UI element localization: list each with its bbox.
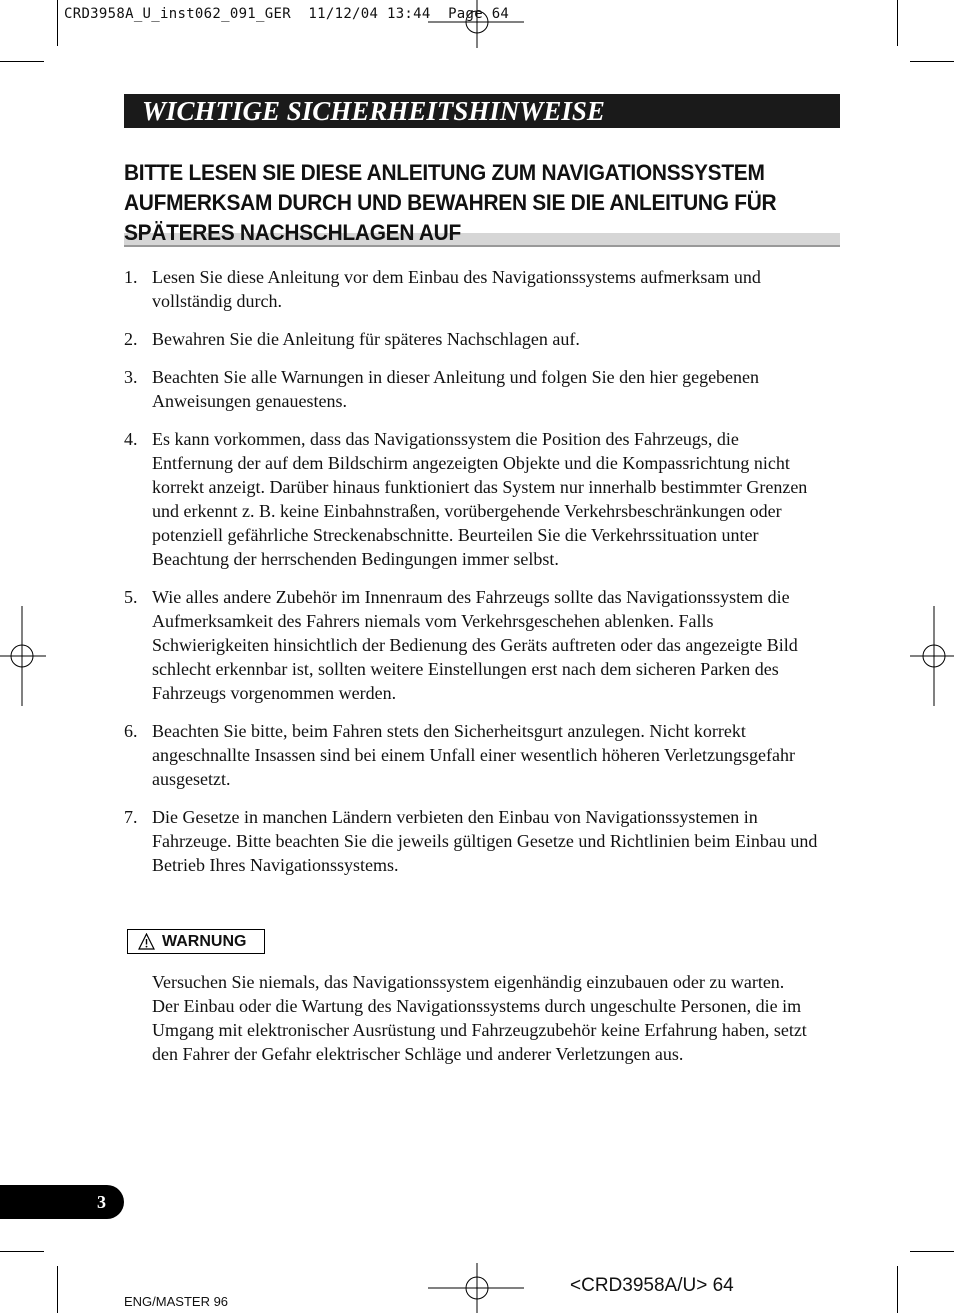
step-number: 3. bbox=[124, 367, 138, 387]
footer-left: ENG/MASTER 96 bbox=[124, 1294, 229, 1309]
list-item bbox=[124, 719, 824, 791]
step-number: 6. bbox=[124, 721, 138, 741]
section-title-bar bbox=[124, 94, 840, 128]
step-number: 4. bbox=[124, 429, 138, 449]
warning-label bbox=[127, 929, 265, 954]
step-text: Die Gesetze in manchen Ländern verbieten den Einbau von Navigationssystemen in Fahrzeuge. Bitte beachten Sie die jeweils gültigen Gesetze und Richtlinien beim Einbau und Betrieb Ihres Navigationssystems. bbox=[152, 807, 818, 875]
step-number: 5. bbox=[124, 587, 138, 607]
warning-label-text: WARNUNG bbox=[162, 933, 247, 950]
page-number: 3 bbox=[97, 1192, 106, 1212]
list-item bbox=[124, 427, 824, 571]
list-item bbox=[124, 805, 824, 877]
warning-paragraph: Der Einbau oder die Wartung des Navigationssystems durch ungeschulte Personen, die im Umgang mit elektronischer Ausrüstung und Fahrzeugzubehör keine Erfahrung haben, setzt den Fahrer der Gefahr elektrischer Schläge und anderer Verletzungen aus. bbox=[152, 996, 807, 1064]
list-item bbox=[124, 365, 824, 413]
section-title: WICHTIGE SICHERHEITSHINWEISE bbox=[142, 96, 605, 126]
list-item bbox=[124, 265, 824, 313]
list-item bbox=[124, 585, 824, 705]
step-text: Lesen Sie diese Anleitung vor dem Einbau des Navigationssystems aufmerksam und vollständig durch. bbox=[152, 267, 761, 311]
safety-steps-list bbox=[124, 265, 824, 891]
step-text: Beachten Sie alle Warnungen in dieser Anleitung und folgen Sie den hier gegebenen Anweisungen genauestens. bbox=[152, 367, 760, 411]
subtitle-text: BITTE LESEN SIE DIESE ANLEITUNG ZUM NAVIGATIONSSYSTEM AUFMERKSAM DURCH UND BEWAHREN SIE DIE ANLEITUNG FÜR SPÄTERES NACHSCHLAGEN AUF bbox=[124, 160, 777, 245]
step-text: Bewahren Sie die Anleitung für späteres Nachschlagen auf. bbox=[152, 329, 580, 349]
registration-mark-left bbox=[0, 606, 50, 706]
step-number: 2. bbox=[124, 329, 138, 349]
registration-mark-bottom bbox=[428, 1263, 528, 1313]
warning-triangle-icon bbox=[138, 933, 155, 950]
warning-body bbox=[152, 970, 828, 1066]
file-header: CRD3958A_U_inst062_091_GER 11/12/04 13:44 Page 64 bbox=[64, 6, 510, 22]
footer-right: <CRD3958A/U> 64 bbox=[570, 1275, 734, 1296]
subtitle bbox=[124, 158, 804, 248]
step-number: 7. bbox=[124, 807, 138, 827]
step-text: Es kann vorkommen, dass das Navigationssystem die Position des Fahrzeugs, die Entfernung der auf dem Bildschirm angezeigten Objekte und die Kompassrichtung nicht korrekt anzeigt. Darüber hinaus funktioniert das System nur innerhalb bestimmter Grenzen und erkennt z. B. keine Einbahnstraßen, vorübergehende Verkehrsbeschränkungen oder potenziell gefährliche Streckenabschnitte. Beurteilen Sie die Verkehrssituation unter Beachtung der herrschenden Bedingungen immer selbst. bbox=[152, 429, 808, 569]
step-text: Wie alles andere Zubehör im Innenraum des Fahrzeugs sollte das Navigationssystem die Aufmerksamkeit des Fahrers niemals vom Verkehrsgeschehen ablenken. Falls Schwierigkeiten hinsichtlich der Bedienung des Geräts auftreten oder das angezeigte Bild schlecht erkennbar ist, sollten weitere Einstellungen erst nach dem sicheren Parken des Fahrzeugs vorgenommen werden. bbox=[152, 587, 798, 703]
list-item bbox=[124, 327, 824, 351]
registration-mark-right bbox=[906, 606, 954, 706]
warning-paragraph: Versuchen Sie niemals, das Navigationssystem eigenhändig einzubauen oder zu warten. bbox=[152, 972, 785, 992]
step-number: 1. bbox=[124, 267, 138, 287]
step-text: Beachten Sie bitte, beim Fahren stets den Sicherheitsgurt anzulegen. Nicht korrekt angeschnallte Insassen sind bei einem Unfall einer wesentlich höheren Verletzungsgefahr ausgesetzt. bbox=[152, 721, 795, 789]
page-tab bbox=[0, 1185, 124, 1219]
